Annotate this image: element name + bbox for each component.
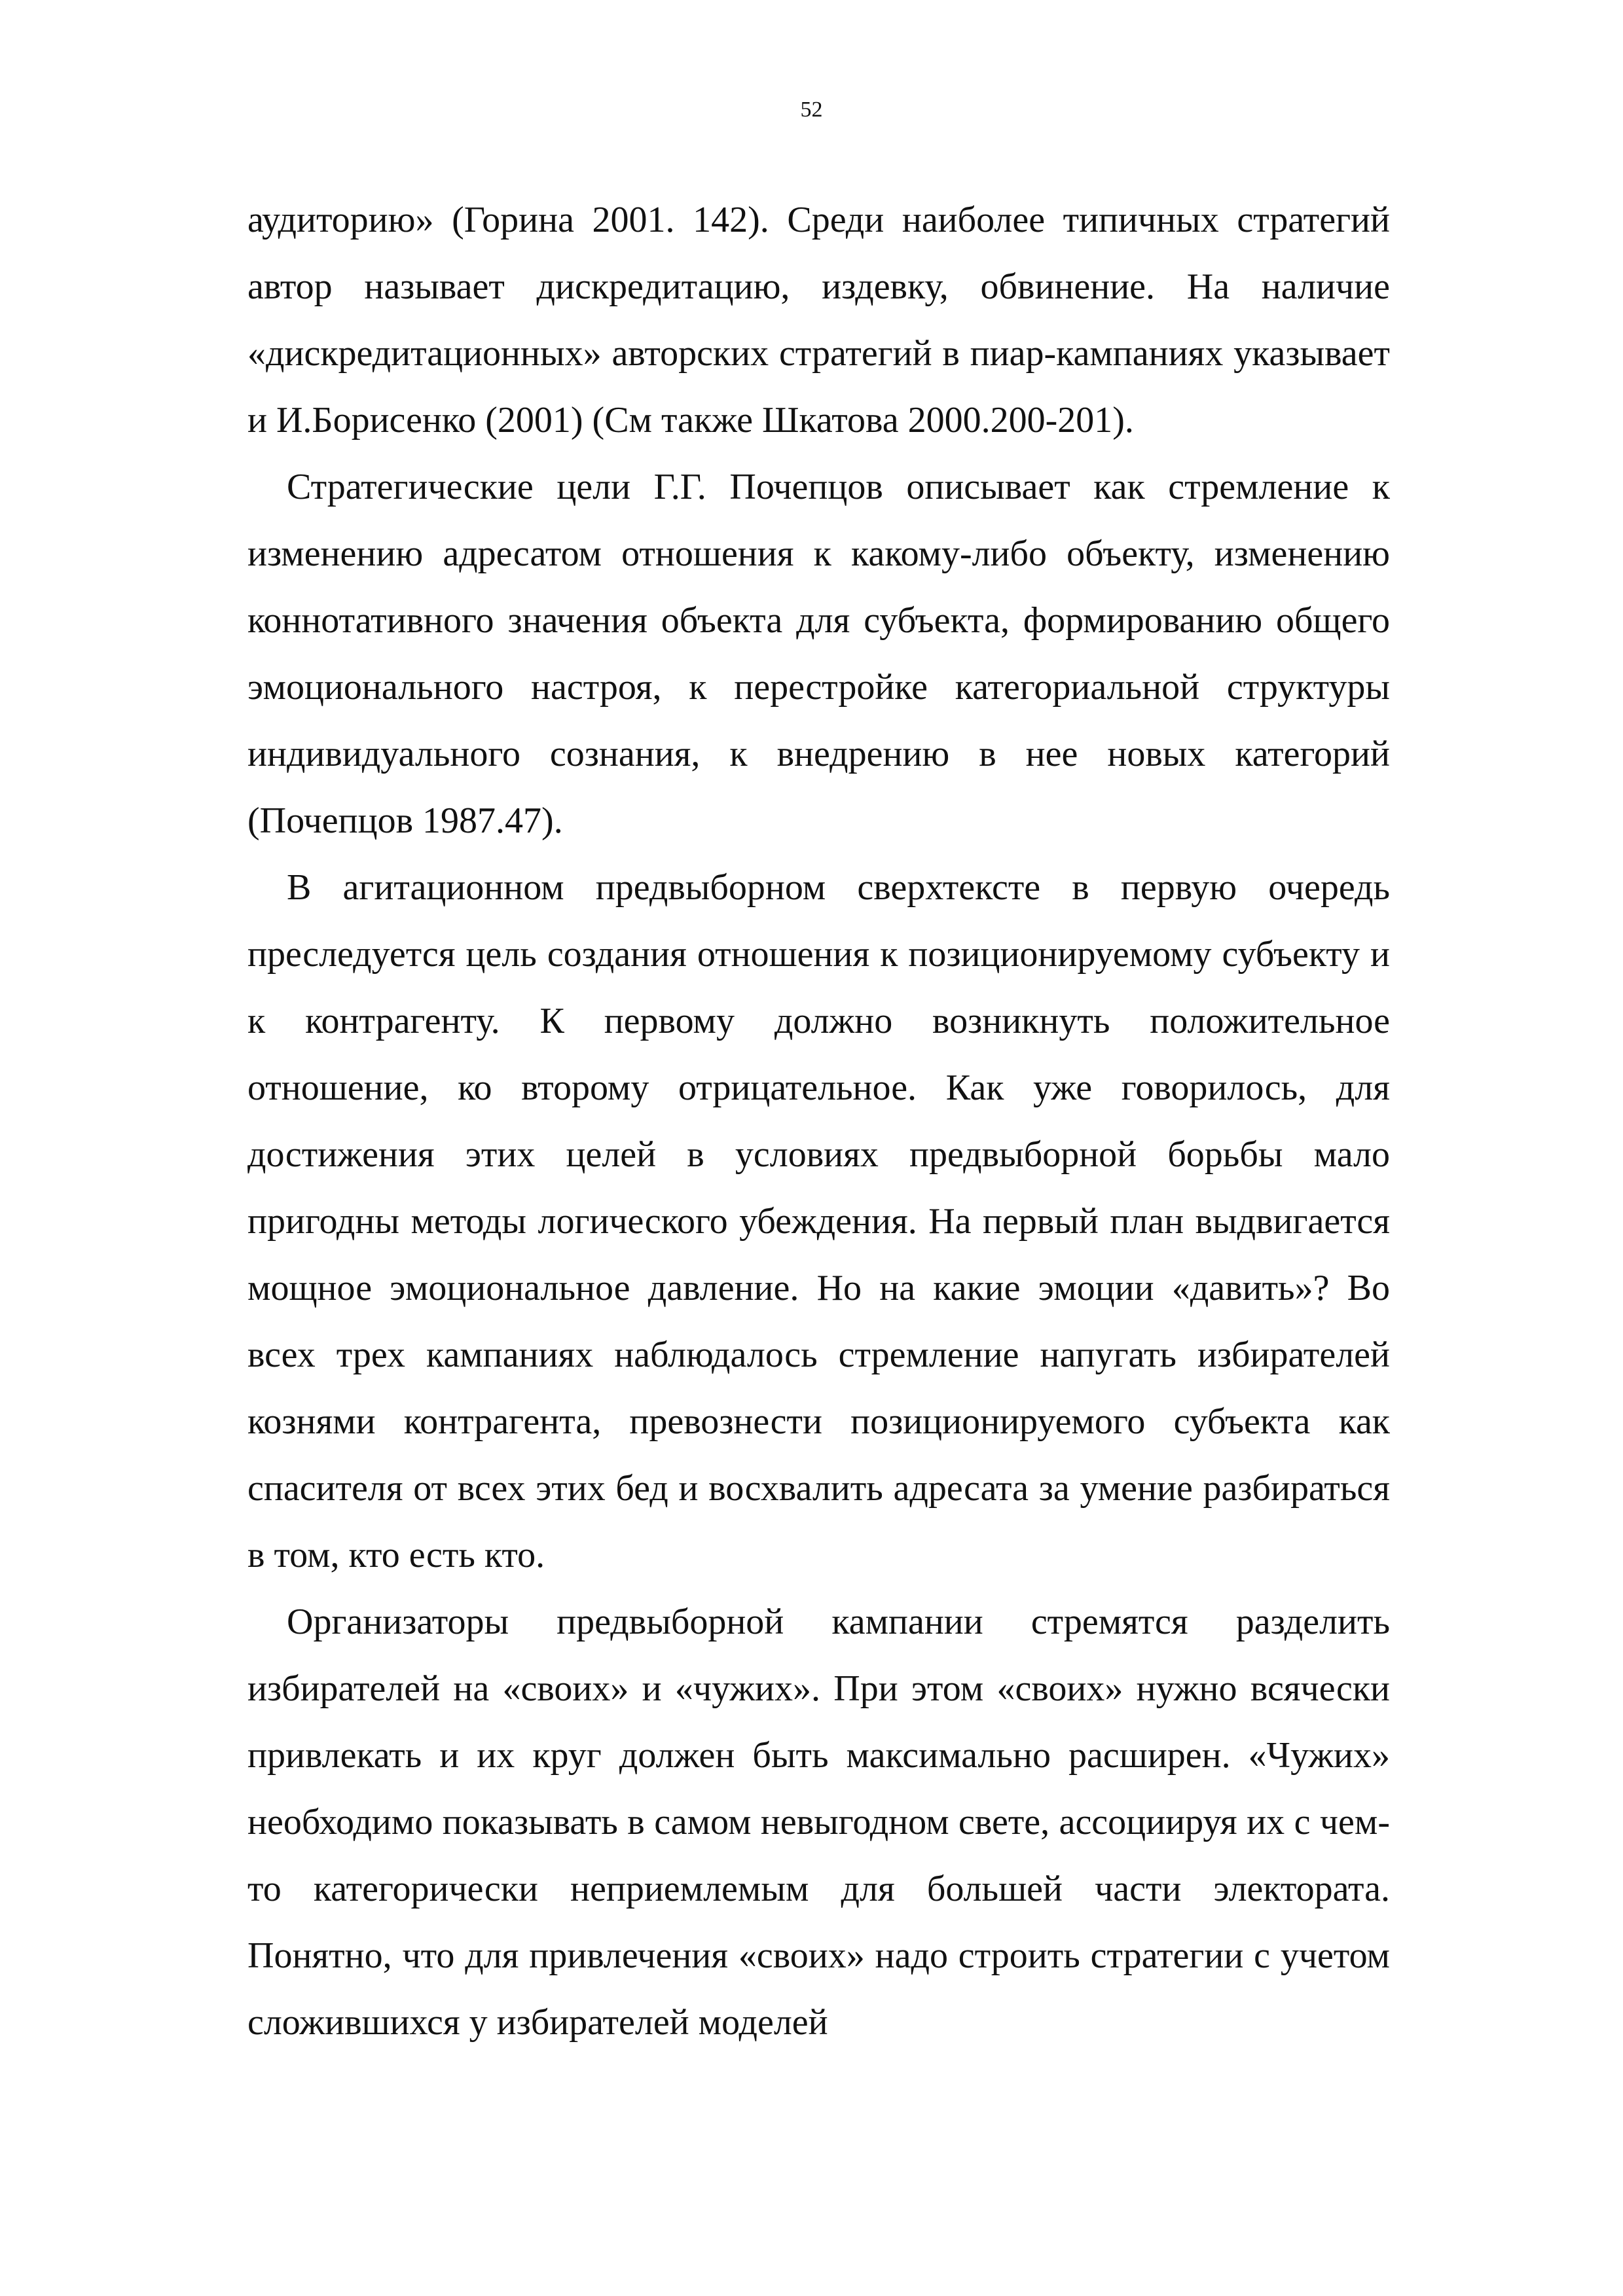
paragraph-2: Стратегические цели Г.Г. Почепцов описывает как стремление к изменению адресатом отношения к какому-либо объекту, изменению коннотативного значения объекта для субъекта, формированию общего эмоционального настроя, к перестройке категориальной структуры индивидуального сознания, к внедрению в нее новых категорий (Почепцов 1987.47). — [247, 467, 1390, 841]
body-text — [247, 187, 1390, 2056]
paragraph-3: В агитационном предвыборном сверхтексте в первую очередь преследуется цель создания отношения к позиционируемому субъекту и к контрагенту. К первому должно возникнуть положительное отношение, ко второму отрицательное. Как уже говорилось, для достижения этих целей в условиях предвыборной борьбы мало пригодны методы логического убеждения. На первый план выдвигается мощное эмоциональное давление. Но на какие эмоции «давить»? Во всех трех кампаниях наблюдалось стремление напугать избирателей кознями контрагента, превознести позиционируемого субъекта как спасителя от всех этих бед и восхвалить адресата за умение разбираться в том, кто есть кто. — [247, 867, 1390, 1575]
paragraph-4: Организаторы предвыборной кампании стремятся разделить избирателей на «своих» и «чужих». При этом «своих» нужно всячески привлекать и их круг должен быть максимально расширен. «Чужих» необходимо показывать в самом невыгодном свете, ассоциируя их с чем-то категорически неприемлемым для большей части электората. Понятно, что для привлечения «своих» надо строить стратегии с учетом сложившихся у избирателей моделей — [247, 1602, 1390, 2043]
paragraph-1: аудиторию» (Горина 2001. 142). Среди наиболее типичных стратегий автор называет дискредитацию, издевку, обвинение. На наличие «дискредитационных» авторских стратегий в пиар-кампаниях указывает и И.Борисенко (2001) (См также Шкатова 2000.200-201). — [247, 200, 1390, 440]
page-number: 52 — [800, 98, 823, 122]
